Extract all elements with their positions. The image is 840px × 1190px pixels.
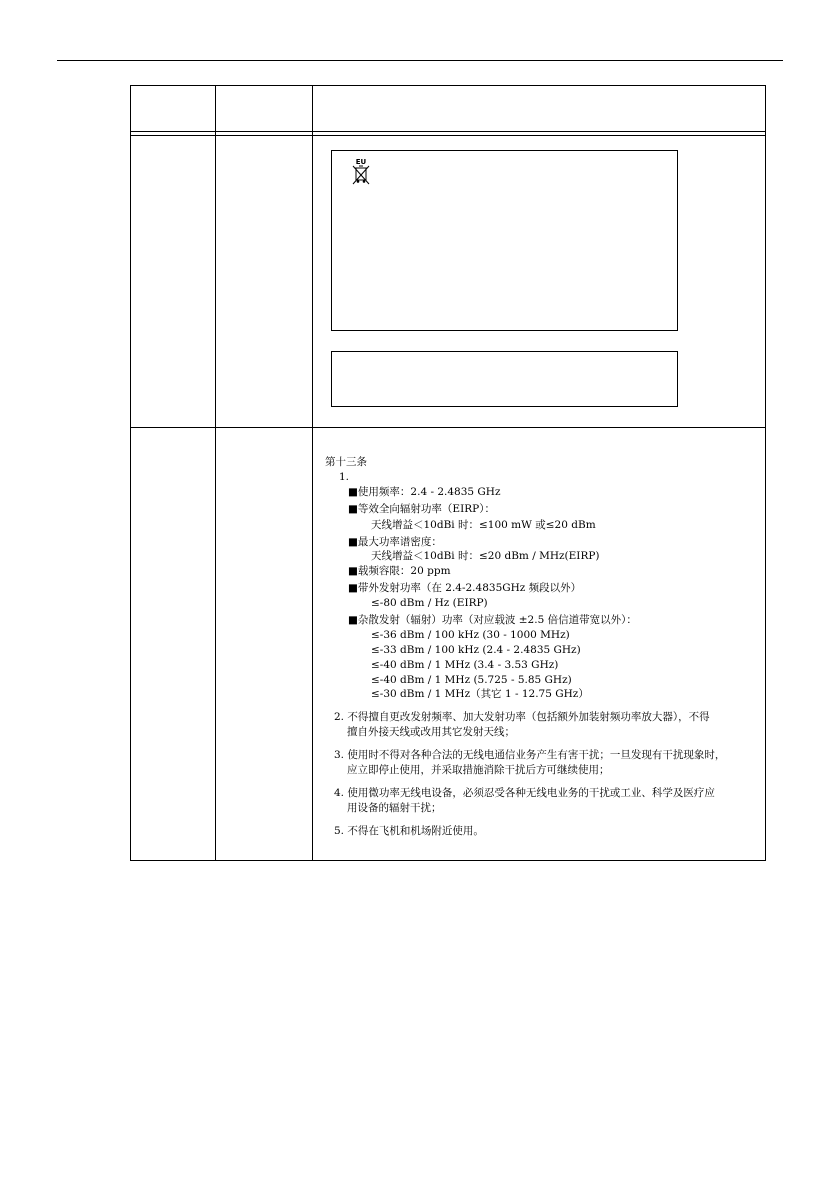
item-3-line-1: 3. 使用时不得对各种合法的无线电通信业务产生有害干扰；一旦发现有干扰现象时， [334,749,726,761]
eu-logo-label: EU [355,158,367,166]
notice-box [331,351,678,407]
item-1-number: 1. [339,471,350,483]
bullet-3: ■最大功率谱密度： [348,536,442,548]
header-rule [57,60,783,61]
bullet-1: ■使用频率：2.4 - 2.4835 GHz [348,486,501,498]
bullet-6: ■杂散发射（辐射）功率（对应载波 ±2.5 倍信道带宽以外）： [348,614,637,626]
bullet-4: ■载频容限：20 ppm [348,565,451,577]
section-heading: 第十三条 [325,456,367,468]
item-2-line-1: 2. 不得擅自更改发射频率、加大发射功率（包括额外加装射频功率放大器），不得 [334,711,710,723]
bullet-6-sub-1: ≤-36 dBm / 100 kHz (30 - 1000 MHz) [371,629,570,641]
bullet-3-sub: 天线增益＜10dBi 时：≤20 dBm / MHz(EIRP) [371,550,600,562]
item-2-line-2: 擅自外接天线或改用其它发射天线； [347,726,515,738]
item-5-line-1: 5. 不得在飞机和机场附近使用。 [334,825,484,837]
item-4-line-1: 4. 使用微功率无线电设备，必须忍受各种无线电业务的干扰或工业、科学及医疗应 [334,787,715,799]
bullet-5: ■带外发射功率（在 2.4-2.4835GHz 频段以外） [348,582,582,594]
weee-crossed-bin-icon [350,157,372,187]
bullet-2: ■等效全向辐射功率（EIRP）： [348,503,495,515]
bullet-6-sub-3: ≤-40 dBm / 1 MHz (3.4 - 3.53 GHz) [371,659,559,671]
bullet-5-sub: ≤-80 dBm / Hz (EIRP) [371,597,488,609]
bullet-6-sub-2: ≤-33 dBm / 100 kHz (2.4 - 2.4835 GHz) [371,644,581,656]
bullet-6-sub-4: ≤-40 dBm / 1 MHz (5.725 - 5.85 GHz) [371,674,572,686]
item-4-line-2: 用设备的辐射干扰； [347,802,442,814]
bullet-6-sub-5: ≤-30 dBm / 1 MHz（其它 1 - 12.75 GHz） [371,688,589,700]
item-3-line-2: 应立即停止使用，并采取措施消除干扰后方可继续使用； [347,764,610,776]
eu-disposal-box [331,150,678,331]
bullet-2-sub: 天线增益＜10dBi 时：≤100 mW 或≤20 dBm [371,519,596,531]
